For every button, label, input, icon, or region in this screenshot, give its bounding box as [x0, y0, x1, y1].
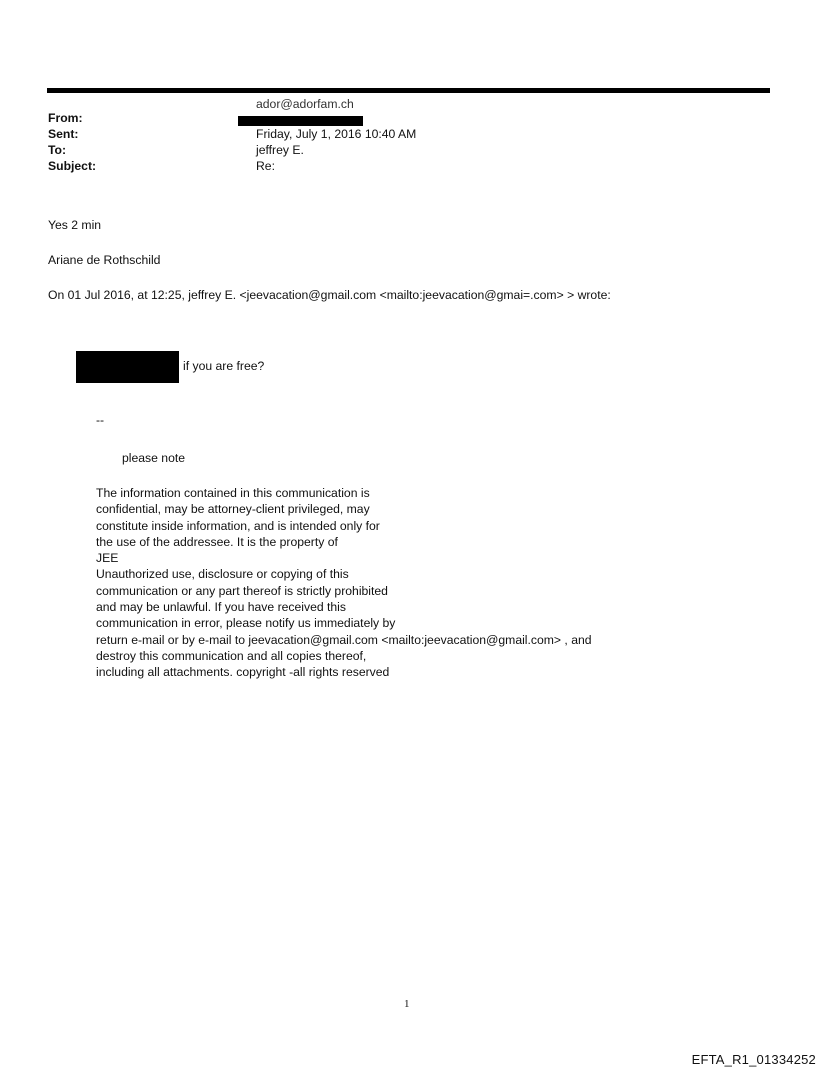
disclaimer-line: Unauthorized use, disclosure or copying of this [96, 567, 349, 582]
sent-label: Sent: [48, 127, 79, 141]
subject-label: Subject: [48, 159, 97, 173]
from-value: ador@adorfam.ch [256, 97, 354, 111]
disclaimer [96, 485, 592, 681]
note-heading: please note [122, 451, 186, 465]
to-label: To: [48, 143, 67, 157]
disclaimer-line: including all attachments. copyright -all rights reserved [96, 665, 390, 680]
disclaimer-line: communication or any part thereof is strictly prohibited [96, 583, 388, 598]
disclaimer-line: and may be unlawful. If you have received this [96, 600, 346, 615]
disclaimer-line: The information contained in this communication is [96, 486, 370, 500]
sent-value: Friday, July 1, 2016 10:40 AM [256, 127, 417, 141]
disclaimer-line: communication in error, please notify us immediately by [96, 616, 396, 631]
separator: -- [96, 413, 105, 427]
from-label: From: [48, 111, 83, 125]
redaction-from [238, 116, 363, 126]
signature: Ariane de Rothschild [48, 253, 161, 267]
disclaimer-line: constitute inside information, and is intended only for [96, 518, 380, 533]
redaction-message [76, 351, 179, 383]
document-id: EFTA_R1_01334252 [691, 1052, 816, 1067]
disclaimer-line: return e-mail or by e-mail to jeevacation@gmail.com <mailto:jeevacation@gmail.com> , and [96, 632, 592, 647]
disclaimer-line: JEE [96, 551, 119, 566]
page-number: 1 [404, 998, 410, 1010]
subject-value: Re: [256, 159, 275, 173]
to-value: jeffrey E. [256, 143, 304, 157]
header-rule [47, 88, 770, 93]
disclaimer-line: the use of the addressee. It is the property of [96, 534, 338, 549]
disclaimer-line: confidential, may be attorney-client privileged, may [96, 502, 370, 517]
quote-intro: On 01 Jul 2016, at 12:25, jeffrey E. <jeevacation@gmail.com <mailto:jeevacation@gmai=.com> > wrote: [48, 288, 611, 302]
disclaimer-line: destroy this communication and all copies thereof, [96, 648, 367, 663]
reply-text: Yes 2 min [48, 218, 102, 232]
quoted-message: if you are free? [183, 359, 265, 373]
